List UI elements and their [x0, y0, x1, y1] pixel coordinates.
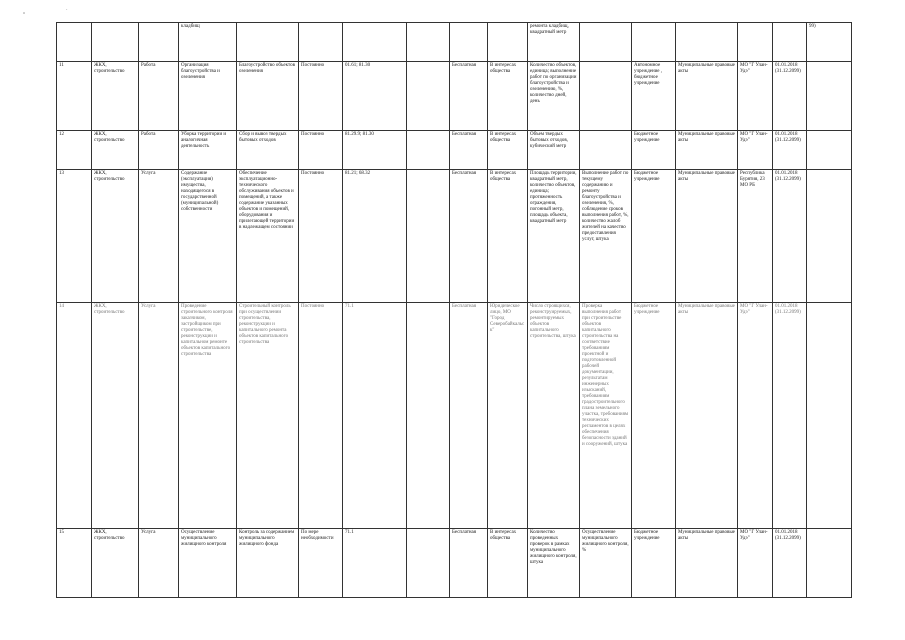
cell [632, 23, 676, 62]
cell [488, 23, 528, 62]
period-cell: По мере необходимости [299, 529, 343, 598]
table-row [57, 131, 852, 170]
volume-indicator-cell: Число строящихся, реконструируемых, ремонтируемых объектов капитального строительства, штука [528, 303, 580, 529]
content-cell: Контроль за содержанием муниципального жилищного фонда [237, 529, 299, 598]
row-number: 13 [57, 170, 92, 303]
institution-type-cell: Бюджетное учреждение [632, 170, 676, 303]
cell [676, 23, 738, 62]
type-cell: Услуга [139, 529, 179, 598]
cell: кладбищ [179, 23, 237, 62]
cell [738, 23, 773, 62]
row-number: 11 [57, 62, 92, 131]
service-name-cell: Проведение строительного контроля заказчиком, застройщиком при строительстве, реконструкции и капитальном ремонте объектов капитального строительства [179, 303, 237, 529]
payment-cell: Бесплатная [450, 170, 488, 303]
scan-mark: „ [23, 10, 26, 15]
table-row [57, 529, 852, 598]
legal-basis-cell: Муниципальные правовые акты [676, 62, 738, 131]
authority-cell: Республика Бурятия, 23 МО РБ [738, 170, 773, 303]
row-number: 14 [57, 303, 92, 529]
content-cell: Сбор и вывоз твердых бытовых отходов [237, 131, 299, 170]
period-cell: Постоянно [299, 131, 343, 170]
cell: ремонта кладбищ, квадратный метр [528, 23, 580, 62]
services-register-table [56, 22, 852, 598]
payment-cell: Бесплатная [450, 62, 488, 131]
service-name-cell: Осуществление муниципального жилищного контроля [179, 529, 237, 598]
period-cell: Постоянно [299, 303, 343, 529]
cell [807, 170, 852, 303]
cell [807, 62, 852, 131]
cell [450, 23, 488, 62]
quality-indicator-cell: Выполнение работ по текущему содержанию и ремонту благоустройства и озеленения, %, соблюдение сроков выполнения работ, %, количество жалоб жителей на качество предоставления услуг, штука [580, 170, 632, 303]
sector-cell: ЖКХ, строительство [92, 131, 139, 170]
quality-indicator-cell [580, 62, 632, 131]
cell [407, 170, 450, 303]
content-cell: Благоустройство объектов озеленения [237, 62, 299, 131]
row-number: 15 [57, 529, 92, 598]
volume-indicator-cell: Количество объектов, единица; выполнение работ по организации благоустройства и озеленению, %, количество дней, день [528, 62, 580, 131]
consumer-cell: Юридическое лицо, МО "Город Северобайкальск" [488, 303, 528, 529]
type-cell: Услуга [139, 303, 179, 529]
cell [407, 303, 450, 529]
cell [407, 131, 450, 170]
cell [773, 23, 807, 62]
cell [57, 23, 92, 62]
content-cell: Строительный контроль при осуществлении строительства, реконструкции и капитального ремонта объектов капитального строительства [237, 303, 299, 529]
legal-basis-cell: Муниципальные правовые акты [676, 529, 738, 598]
cell [807, 131, 852, 170]
type-cell: Услуга [139, 170, 179, 303]
legal-basis-cell: Муниципальные правовые акты [676, 303, 738, 529]
cell [139, 23, 179, 62]
table-row [57, 303, 852, 529]
period-cell: Постоянно [299, 170, 343, 303]
cell [299, 23, 343, 62]
cell [343, 23, 407, 62]
sector-cell: ЖКХ, строительство [92, 170, 139, 303]
cell [92, 23, 139, 62]
quality-indicator-cell [580, 131, 632, 170]
payment-cell: Бесплатная [450, 303, 488, 529]
consumer-cell: В интересах общества [488, 131, 528, 170]
table-row [57, 62, 852, 131]
period-cell: Постоянно [299, 62, 343, 131]
cell [237, 23, 299, 62]
date-cell: 01.01.2018 (31.12.2099) [773, 529, 807, 598]
volume-indicator-cell: Количество проведенных проверок в рамках муниципального жилищного контроля, штука [528, 529, 580, 598]
table-row [57, 170, 852, 303]
table-row [57, 23, 852, 62]
cell [807, 529, 852, 598]
cell [407, 62, 450, 131]
cell: 99) [807, 23, 852, 62]
okved-cell: 01.61; 81.30 [343, 62, 407, 131]
okved-cell: 71.1 [343, 303, 407, 529]
date-cell: 01.01.2018 (31.12.2099) [773, 62, 807, 131]
date-cell: 01.01.2018 (31.12.2099) [773, 170, 807, 303]
scan-mark: · [66, 8, 68, 13]
legal-basis-cell: Муниципальные правовые акты [676, 131, 738, 170]
authority-cell: МО "Г Улан-Удэ" [738, 131, 773, 170]
quality-indicator-cell: Проверка выполнения работ при строительстве объектов капитального строительства на соответствие требованиям проектной и подготовленной рабочей документации, результатам инженерных изысканий, требованиям градостроительного плана земельного участка, требованиям технических регламентов в целях обеспечения безопасности зданий и сооружений, штука [580, 303, 632, 529]
authority-cell: МО "Г Улан-Удэ" [738, 62, 773, 131]
consumer-cell: В интересах общества [488, 529, 528, 598]
okved-cell: 81.21; 68.32 [343, 170, 407, 303]
consumer-cell: В интересах общества [488, 170, 528, 303]
cell [407, 23, 450, 62]
cell [807, 303, 852, 529]
authority-cell: МО "Г Улан-Удэ" [738, 303, 773, 529]
payment-cell: Бесплатная [450, 131, 488, 170]
row-number: 12 [57, 131, 92, 170]
legal-basis-cell: Муниципальные правовые акты [676, 170, 738, 303]
date-cell: 01.01.2018 (31.12.2099) [773, 131, 807, 170]
institution-type-cell: Бюджетное учреждение [632, 131, 676, 170]
consumer-cell: В интересах общества [488, 62, 528, 131]
quality-indicator-cell: Осуществление муниципального жилищного контроля, % [580, 529, 632, 598]
service-name-cell: Организация благоустройства и озеленения [179, 62, 237, 131]
content-cell: Обеспечение эксплуатационно-технического обслуживания объектов и помещений, а также содержание указанных объектов и помещений, оборудования и прилегающей территории в надлежащем состоянии [237, 170, 299, 303]
service-name-cell: Содержание (эксплуатация) имущества, находящегося в государственной (муниципальной) собственности [179, 170, 237, 303]
authority-cell: МО "Г Улан-Удэ" [738, 529, 773, 598]
institution-type-cell: Автономное учреждение , бюджетное учреждение [632, 62, 676, 131]
date-cell: 01.01.2018 (31.12.2099) [773, 303, 807, 529]
sector-cell: ЖКХ, строительство [92, 303, 139, 529]
volume-indicator-cell: Объем твердых бытовых отходов, кубический метр [528, 131, 580, 170]
institution-type-cell: Бюджетное учреждение [632, 303, 676, 529]
volume-indicator-cell: Площадь территории, квадратный метр, количество объектов, единица; протяженность ограждения, погонный метр, площадь объекта, квадратный метр [528, 170, 580, 303]
sector-cell: ЖКХ, строительство [92, 529, 139, 598]
service-name-cell: Уборка территории и аналогичная деятельность [179, 131, 237, 170]
sector-cell: ЖКХ, строительство [92, 62, 139, 131]
cell [407, 529, 450, 598]
okved-cell: 81.29.9; 81.30 [343, 131, 407, 170]
cell [580, 23, 632, 62]
okved-cell: 71.1 [343, 529, 407, 598]
institution-type-cell: Бюджетное учреждение [632, 529, 676, 598]
type-cell: Работа [139, 131, 179, 170]
payment-cell: Бесплатная [450, 529, 488, 598]
type-cell: Работа [139, 62, 179, 131]
